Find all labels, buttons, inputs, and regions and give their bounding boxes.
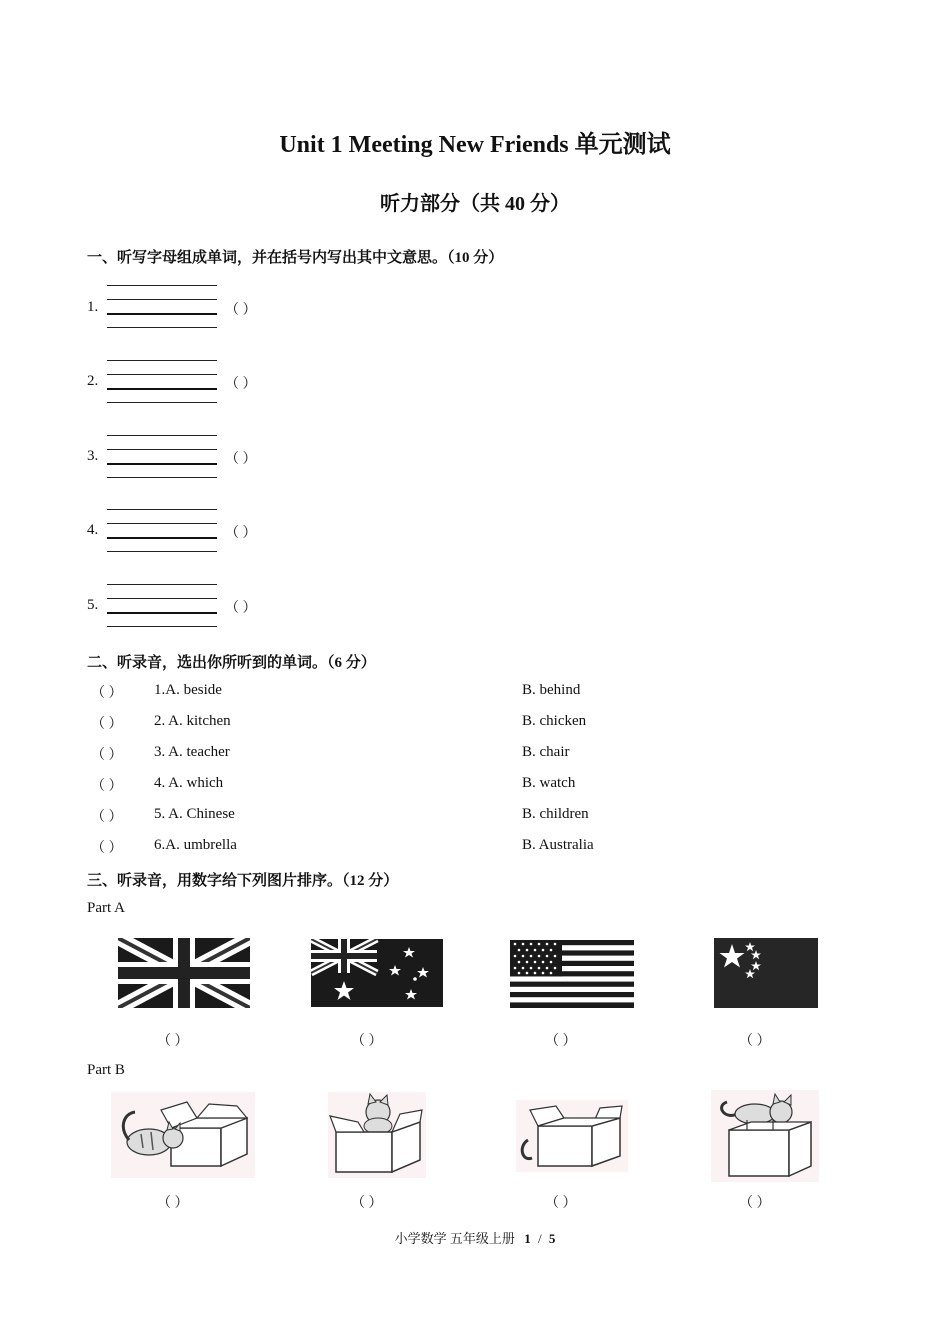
answer-parenthesis[interactable]: （ ）	[225, 377, 257, 392]
option-a: 2. A. kitchen	[154, 713, 231, 729]
footer-text: 小学数学 五年级上册	[394, 1231, 515, 1246]
answer-parenthesis[interactable]: （ ）	[91, 810, 123, 825]
answer-parenthesis[interactable]: （ ）	[225, 526, 257, 541]
answer-parenthesis[interactable]: （ ）	[351, 1034, 383, 1049]
option-a: 5. A. Chinese	[154, 806, 235, 822]
answer-parenthesis[interactable]: （ ）	[91, 748, 123, 763]
option-b: B. chicken	[522, 713, 587, 729]
option-a: 3. A. teacher	[154, 744, 230, 760]
usa-flag-image	[510, 940, 634, 1008]
answer-parenthesis[interactable]: （ ）	[91, 841, 123, 856]
answer-parenthesis[interactable]: （ ）	[225, 452, 257, 467]
writing-line	[107, 327, 217, 328]
answer-parenthesis[interactable]: （ ）	[91, 779, 123, 794]
writing-baseline	[107, 612, 217, 614]
writing-line	[107, 477, 217, 478]
writing-line	[107, 374, 217, 375]
page-subtitle: 听力部分（共 40 分）	[380, 193, 570, 215]
writing-line	[107, 449, 217, 450]
answer-parenthesis[interactable]: （ ）	[739, 1034, 771, 1049]
writing-line	[107, 360, 217, 361]
part-a-label: Part A	[87, 900, 125, 916]
writing-baseline	[107, 463, 217, 465]
question-number: 4.	[87, 522, 99, 538]
uk-flag-image	[118, 938, 250, 1008]
answer-parenthesis[interactable]: （ ）	[157, 1196, 189, 1211]
answer-parenthesis[interactable]: （ ）	[91, 717, 123, 732]
writing-line	[107, 598, 217, 599]
answer-parenthesis[interactable]: （ ）	[739, 1196, 771, 1211]
option-a: 6.A. umbrella	[154, 837, 237, 853]
answer-parenthesis[interactable]: （ ）	[225, 601, 257, 616]
writing-line	[107, 584, 217, 585]
page-title: Unit 1 Meeting New Friends 单元测试	[279, 132, 671, 158]
section2-heading: 二、听录音，选出你所听到的单词。（6 分）	[87, 655, 376, 671]
option-a: 4. A. which	[154, 775, 224, 791]
question-number: 5.	[87, 597, 99, 613]
option-b: B. chair	[522, 744, 570, 760]
writing-baseline	[107, 537, 217, 539]
part-b-label: Part B	[87, 1062, 125, 1078]
answer-parenthesis[interactable]: （ ）	[351, 1196, 383, 1211]
writing-baseline	[107, 388, 217, 390]
writing-line	[107, 551, 217, 552]
cat-beside-box-image	[111, 1092, 255, 1178]
writing-line	[107, 402, 217, 403]
answer-parenthesis[interactable]: （ ）	[91, 686, 123, 701]
option-b: B. Australia	[522, 837, 594, 853]
option-b: B. children	[522, 806, 589, 822]
cat-in-box-image	[328, 1092, 426, 1178]
option-b: B. watch	[522, 775, 576, 791]
section3-heading: 三、听录音，用数字给下列图片排序。（12 分）	[87, 873, 399, 889]
writing-line	[107, 509, 217, 510]
china-flag-image	[714, 938, 818, 1008]
writing-line	[107, 285, 217, 286]
option-a: 1.A. beside	[154, 682, 222, 698]
option-b: B. behind	[522, 682, 581, 698]
page-footer	[0, 1228, 950, 1247]
answer-parenthesis[interactable]: （ ）	[545, 1034, 577, 1049]
page-number: 1	[524, 1231, 531, 1246]
section1-heading: 一、听写字母组成单词，并在括号内写出其中文意思。（10 分）	[87, 250, 504, 266]
question-number: 2.	[87, 373, 99, 389]
question-number: 3.	[87, 448, 99, 464]
writing-line	[107, 523, 217, 524]
answer-parenthesis[interactable]: （ ）	[225, 303, 257, 318]
australia-flag-image	[311, 939, 443, 1007]
page-total: 5	[548, 1231, 556, 1246]
answer-parenthesis[interactable]: （ ）	[545, 1196, 577, 1211]
cat-behind-box-image	[516, 1100, 628, 1172]
writing-line	[107, 626, 217, 627]
page-separator: /	[537, 1231, 542, 1246]
writing-line	[107, 435, 217, 436]
writing-baseline	[107, 313, 217, 315]
cat-on-box-image	[711, 1090, 819, 1182]
answer-parenthesis[interactable]: （ ）	[157, 1034, 189, 1049]
question-number: 1.	[87, 299, 99, 315]
writing-line	[107, 299, 217, 300]
